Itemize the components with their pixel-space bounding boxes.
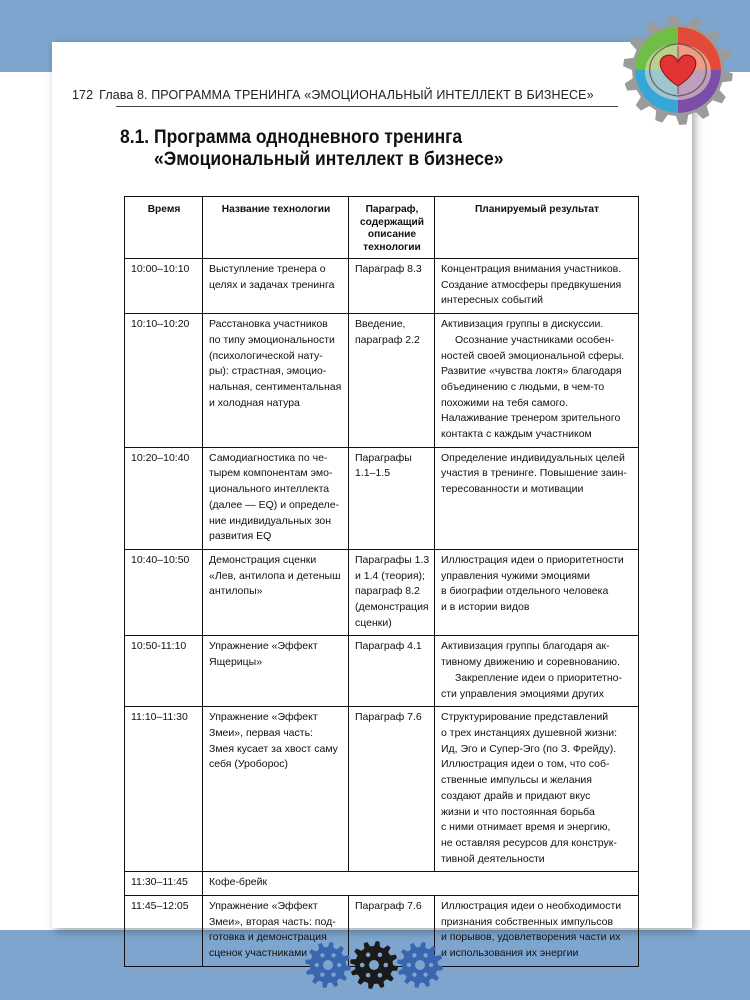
cell-line: Определение индивидуальных целей	[441, 451, 625, 464]
section-title	[120, 127, 580, 171]
time-cell: 10:40–10:50	[125, 549, 203, 636]
cell-line: целях и задачах тренинга	[209, 278, 335, 291]
time-cell: 10:20–10:40	[125, 447, 203, 549]
cell-line: тивной деятельности	[441, 852, 545, 865]
cell-line: Выступление тренера о	[209, 263, 326, 275]
result-cell	[435, 259, 639, 314]
cell-line: Активизация группы благодаря ак-	[441, 640, 610, 653]
cell-line: Развитие «чувства локтя» благодаря	[441, 365, 622, 378]
cell-line: Змеи», вторая часть: под-	[209, 915, 336, 928]
header-paragraph-line: содержащий	[359, 216, 425, 228]
technology-cell	[203, 707, 349, 872]
cell-line: жизни и что постоянная борьба	[441, 805, 595, 818]
section-title-line-1: 8.1. Программа однодневного тренинга	[120, 127, 463, 148]
cell-line: по типу эмоциональности	[209, 333, 335, 346]
cell-line: (демонстрация	[355, 601, 429, 614]
table-row	[125, 314, 639, 448]
header-time: Время	[125, 197, 203, 259]
cell-line: похожими на тебя самого.	[441, 396, 569, 409]
technology-cell	[203, 636, 349, 707]
cell-line: Параграфы 1.3	[355, 553, 430, 566]
program-table	[124, 196, 639, 967]
cell-line: Ящерицы»	[209, 656, 263, 669]
paragraph-cell	[349, 259, 435, 314]
cell-line: Упражнение «Эффект	[209, 711, 318, 724]
cell-line: Расстановка участников	[209, 318, 328, 331]
time-cell: 11:10–11:30	[125, 707, 203, 872]
cell-line: 1.1–1.5	[355, 467, 391, 480]
paragraph-cell	[349, 549, 435, 636]
table-row	[125, 707, 639, 872]
cell-line: интересных событий	[441, 294, 543, 307]
result-cell	[435, 314, 639, 448]
cell-line: и 1.4 (теория);	[355, 569, 425, 582]
cell-line: и использования их энергии	[441, 947, 579, 960]
cell-line: создают драйв и придают вкус	[441, 789, 591, 802]
cell-line: в биографии отдельного человека	[441, 585, 609, 598]
cell-line: Введение,	[355, 318, 406, 331]
cell-line: Иллюстрация идеи о приоритетности	[441, 553, 624, 566]
result-cell	[435, 549, 639, 636]
cell-line: Параграф 7.6	[355, 711, 422, 724]
table-row	[125, 259, 639, 314]
result-cell	[435, 707, 639, 872]
cell-line: признания собственных импульсов	[441, 915, 614, 928]
section-title-line-2: «Эмоциональный интеллект в бизнесе»	[154, 149, 504, 170]
cell-line: (далее — EQ) и определе-	[209, 498, 340, 511]
cell-line: ственные импульсы и желания	[441, 774, 592, 787]
technology-cell	[203, 259, 349, 314]
table-header-row	[125, 197, 639, 259]
cell-line: сти управления эмоциями других	[441, 687, 605, 700]
table-row	[125, 447, 639, 549]
result-cell	[435, 636, 639, 707]
header-paragraph-line: описание	[367, 229, 417, 240]
cell-line: ры): страстная, эмоцио-	[209, 365, 327, 378]
header-result: Планируемый результат	[435, 197, 639, 259]
cell-line: о трех инстанциях душевной жизни:	[441, 726, 618, 739]
result-cell	[435, 447, 639, 549]
cell-line: не оставляя ресурсов для конструк-	[441, 836, 617, 849]
cell-line: тивному движению и соревнованию.	[441, 656, 620, 669]
cell-line: готовка и демонстрация	[209, 931, 327, 944]
header-paragraph-line: технологии	[363, 241, 421, 253]
cell-line: Параграф 8.3	[355, 263, 422, 275]
cell-line: Закрепление идеи о приоритетно-	[455, 671, 622, 684]
page-number: 172	[72, 88, 94, 102]
running-head	[72, 88, 617, 102]
cell-line: Параграф 7.6	[355, 900, 422, 913]
time-cell: 10:00–10:10	[125, 259, 203, 314]
paragraph-cell	[349, 447, 435, 549]
table-row	[125, 549, 639, 636]
cell-line: ционального интеллекта	[209, 483, 330, 496]
cell-line: ностей своей эмоциональной сферы.	[441, 349, 625, 362]
cell-line: Иллюстрация идеи о необходимости	[441, 900, 622, 913]
time-cell: 11:45–12:05	[125, 896, 203, 967]
paragraph-cell	[349, 707, 435, 872]
cell-line: тырем компонентам эмо-	[209, 467, 333, 480]
cell-line: Структурирование представлений	[441, 711, 609, 724]
cell-line: управления чужими эмоциями	[441, 569, 590, 582]
cell-line: параграф 2.2	[355, 333, 420, 346]
technology-cell	[203, 549, 349, 636]
cell-line: Упражнение «Эффект	[209, 640, 318, 653]
cell-line: ние индивидуальных зон	[209, 514, 332, 527]
table-row	[125, 872, 639, 896]
header-paragraph-line: Параграф,	[365, 204, 419, 215]
chapter-title: Глава 8. ПРОГРАММА ТРЕНИНГА «ЭМОЦИОНАЛЬНЫЙ ИНТЕЛЛЕКТ В БИЗНЕСЕ»	[99, 88, 594, 102]
cell-line: объединению с людьми, в чем-то	[441, 380, 605, 393]
cell-line: участия в тренинге. Повышение заин-	[441, 467, 627, 480]
cell-line: Змеи», первая часть:	[209, 726, 313, 739]
cell-line: и порывов, удовлетворения части их	[441, 931, 621, 944]
cell-line: Самодиагностика по че-	[209, 451, 328, 464]
cell-line: нальная, сентиментальная	[209, 380, 342, 393]
table-body	[125, 259, 639, 967]
technology-cell	[203, 447, 349, 549]
cell-line: «Лев, антилопа и детеныш	[209, 569, 341, 582]
technology-cell	[203, 314, 349, 448]
cell-line: Концентрация внимания участников.	[441, 263, 622, 275]
time-cell: 10:50-11:10	[125, 636, 203, 707]
table-row	[125, 636, 639, 707]
cell-line: сценки)	[355, 616, 392, 629]
cell-line: контакта с каждым участником	[441, 428, 592, 441]
cell-line: Упражнение «Эффект	[209, 900, 318, 913]
cell-line: Налаживание тренером зрительного	[441, 412, 621, 425]
paragraph-cell	[349, 636, 435, 707]
time-cell: 10:10–10:20	[125, 314, 203, 448]
header-paragraph	[349, 197, 435, 259]
cell-line: Иллюстрация идеи о том, что соб-	[441, 758, 610, 771]
cell-line: и холодная натура	[209, 396, 300, 409]
cell-line: Змея кусает за хвост саму	[209, 742, 338, 755]
cell-line: Активизация группы в дискуссии.	[441, 318, 604, 331]
header-technology: Название технологии	[203, 197, 349, 259]
cell-line: Демонстрация сценки	[209, 553, 317, 566]
cell-line: параграф 8.2	[355, 585, 420, 598]
cell-line: Создание атмосферы предвкушения	[441, 278, 622, 291]
result-cell	[435, 896, 639, 967]
paragraph-cell	[349, 314, 435, 448]
brain-heart-gear-logo-icon	[622, 14, 734, 126]
cell-line: Параграф 4.1	[355, 640, 422, 653]
cell-line: тересованности и мотивации	[441, 483, 584, 496]
cell-line: (психологической нату-	[209, 349, 323, 362]
break-cell: Кофе-брейк	[203, 872, 639, 896]
cell-line: Параграфы	[355, 451, 412, 464]
cell-line: и в истории видов	[441, 601, 530, 614]
cell-line: сценок участниками	[209, 947, 308, 960]
cell-line: себя (Уроборос)	[209, 758, 289, 771]
header-rule	[116, 106, 618, 107]
cell-line: Осознание участниками особен-	[455, 333, 615, 346]
cell-line: развития EQ	[209, 530, 272, 543]
cell-line: антилопы»	[209, 585, 263, 598]
time-cell: 11:30–11:45	[125, 872, 203, 896]
cell-line: с ними отнимает время и энергию,	[441, 821, 611, 834]
cell-line: Ид, Эго и Супер-Эго (по З. Фрейду).	[441, 742, 617, 755]
three-gears-icon	[304, 936, 444, 994]
